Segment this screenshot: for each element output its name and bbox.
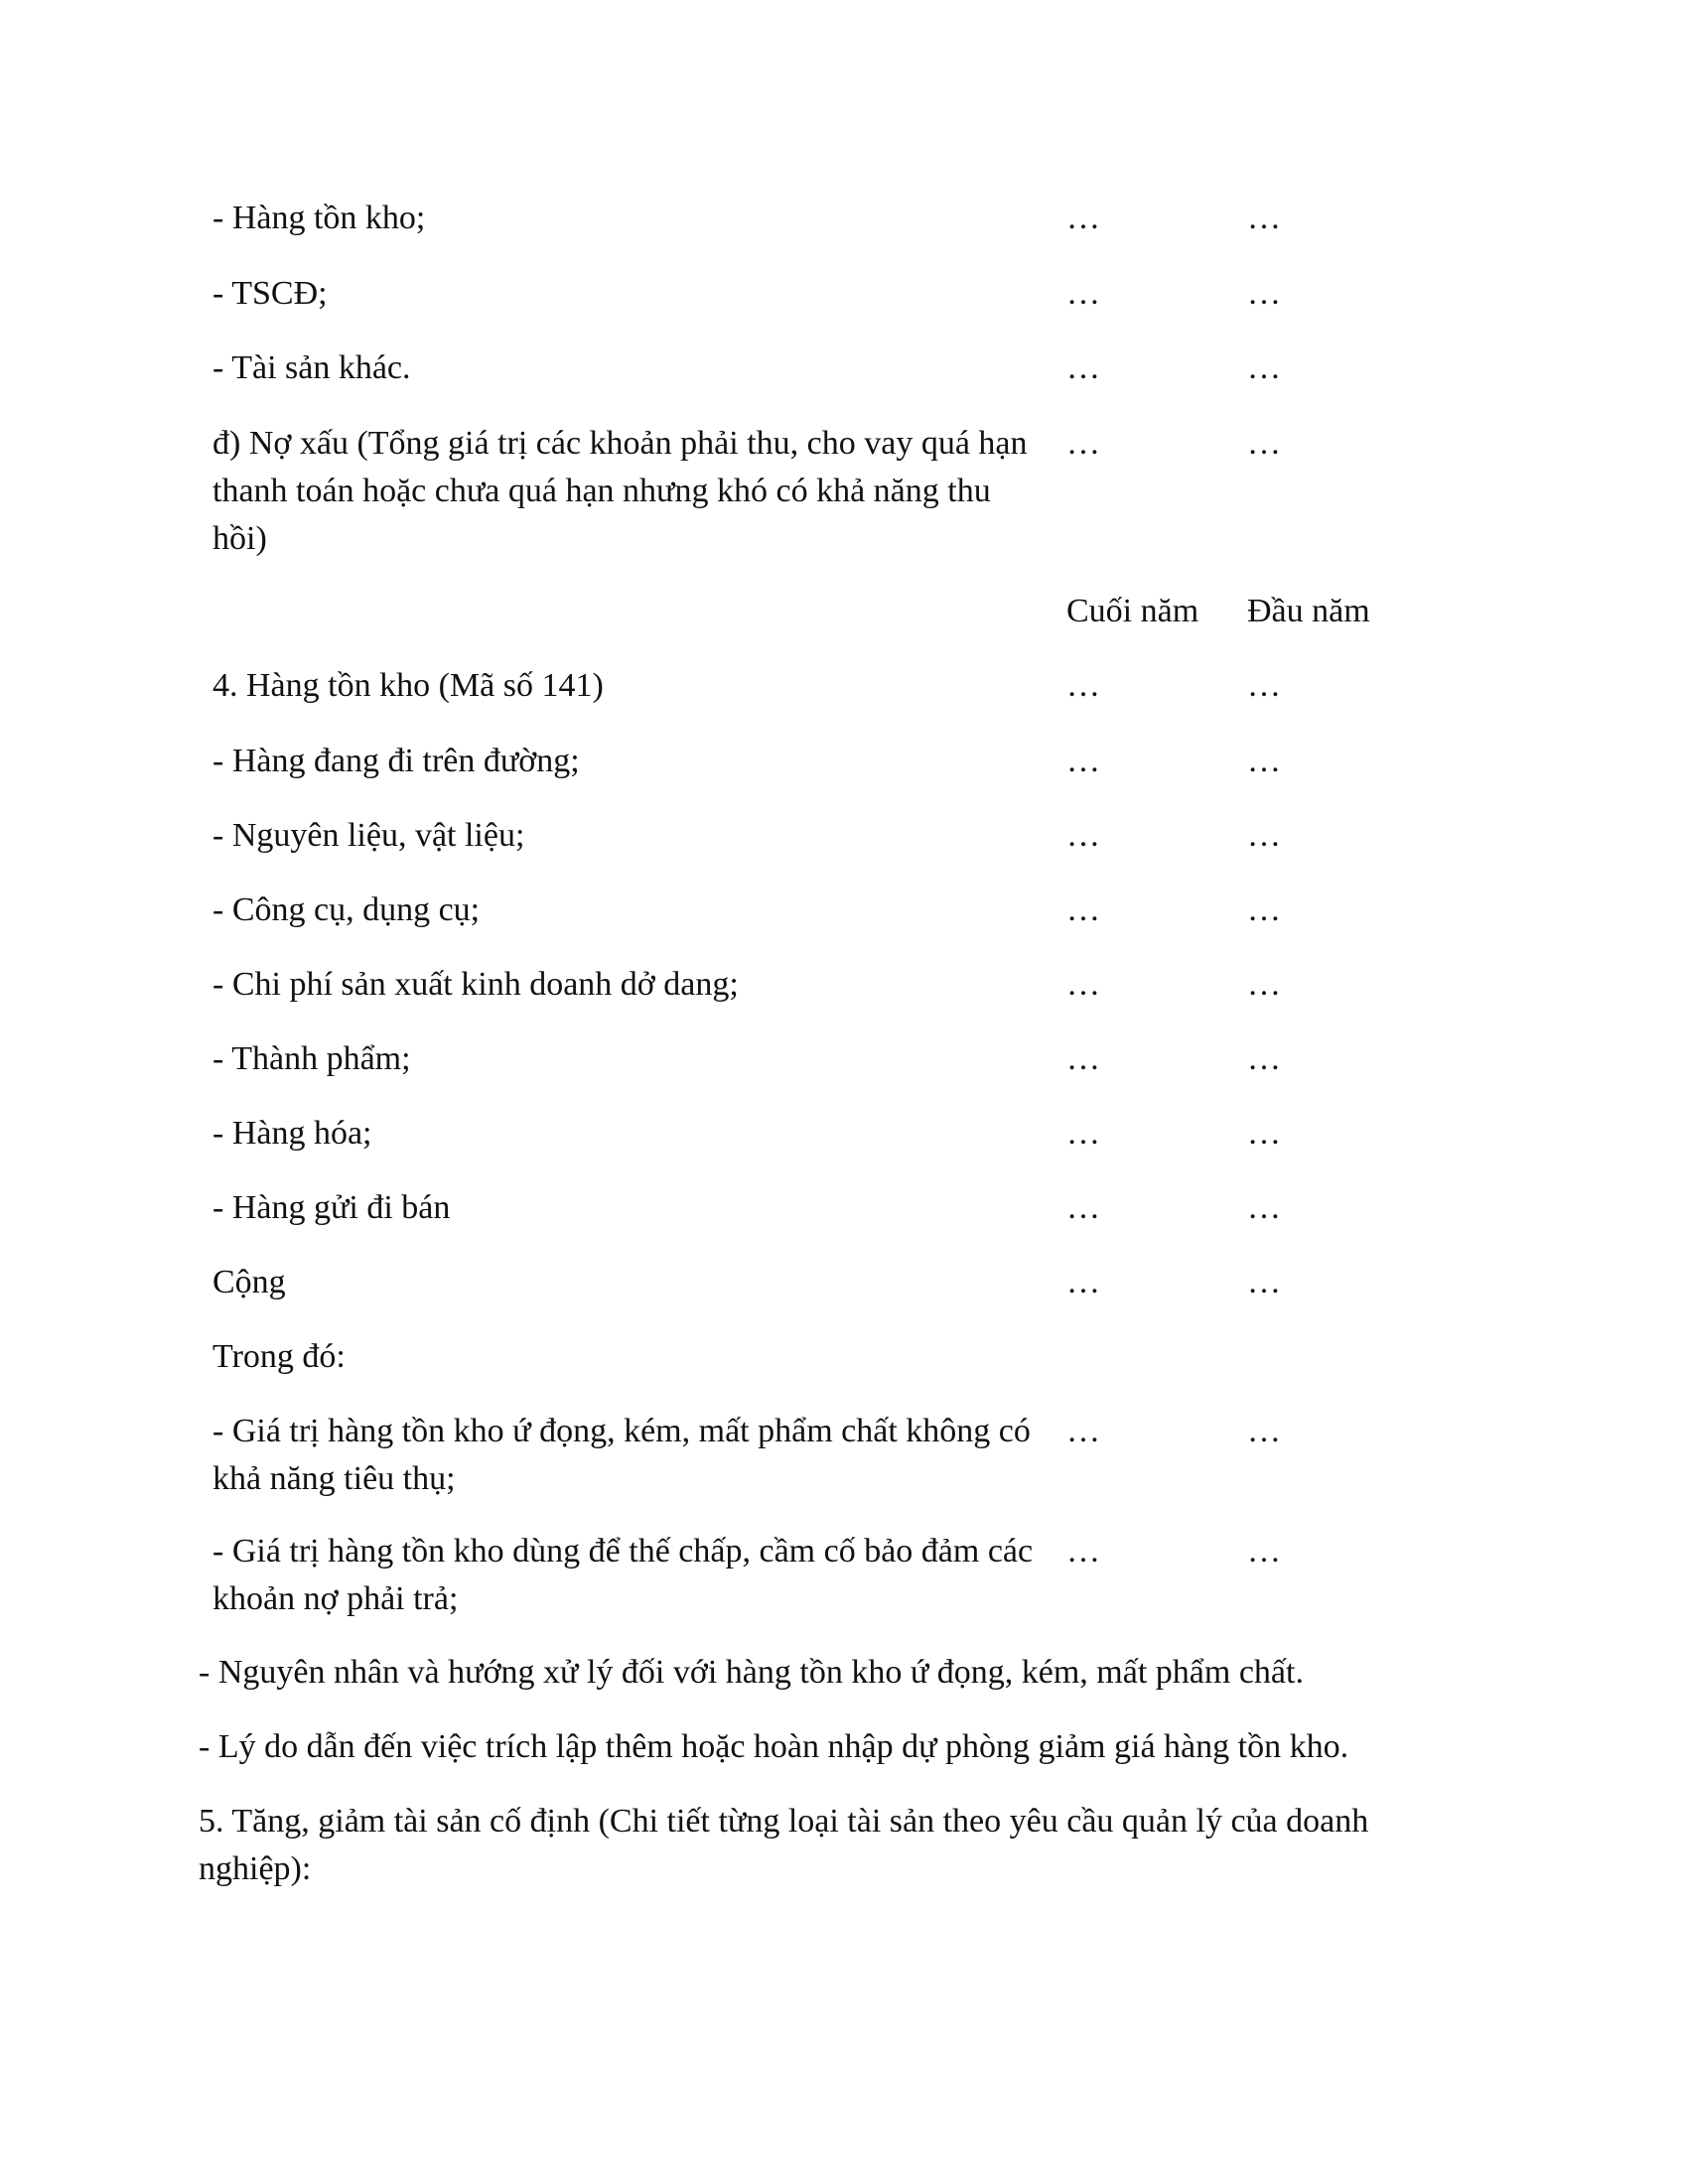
- note-text: - Lý do dẫn đến việc trích lập thêm hoặc hoàn nhập dự phòng giảm giá hàng tồn kho.: [199, 1728, 1349, 1765]
- end-of-year-value: …: [1066, 891, 1100, 928]
- end-of-year-value: …: [1066, 275, 1100, 312]
- row-label: - Công cụ, dụng cụ;: [212, 891, 481, 928]
- row-label: - Hàng hóa;: [212, 1115, 372, 1152]
- beginning-of-year-value: …: [1247, 1264, 1281, 1300]
- of-which-label: Trong đó:: [212, 1338, 346, 1375]
- beginning-of-year-value: …: [1247, 1533, 1281, 1570]
- row-label: - Hàng đang đi trên đường;: [212, 743, 580, 779]
- beginning-of-year-value: …: [1247, 1115, 1281, 1152]
- end-of-year-value: …: [1066, 743, 1100, 779]
- end-of-year-value: …: [1066, 349, 1100, 386]
- end-of-year-value: …: [1066, 667, 1100, 704]
- row-label: - Tài sản khác.: [212, 349, 411, 386]
- end-of-year-value: …: [1066, 1264, 1100, 1300]
- end-of-year-value: …: [1066, 1115, 1100, 1152]
- end-of-year-value: …: [1066, 200, 1100, 236]
- beginning-of-year-value: …: [1247, 200, 1281, 236]
- beginning-of-year-value: …: [1247, 349, 1281, 386]
- beginning-of-year-value: …: [1247, 966, 1281, 1003]
- section-heading: 5. Tăng, giảm tài sản cố định (Chi tiết từng loại tài sản theo yêu cầu quản lý của doanh nghiệp):: [199, 1803, 1369, 1887]
- row-label: - Thành phẩm;: [212, 1040, 411, 1077]
- beginning-of-year-value: …: [1247, 667, 1281, 704]
- end-of-year-value: …: [1066, 1040, 1100, 1077]
- column-header-beginning-of-year: Đầu năm: [1247, 593, 1370, 629]
- beginning-of-year-value: …: [1247, 1413, 1281, 1449]
- end-of-year-value: …: [1066, 1189, 1100, 1226]
- row-label: - Giá trị hàng tồn kho ứ đọng, kém, mất phẩm chất không có khả năng tiêu thụ;: [212, 1413, 1031, 1497]
- note-text: - Nguyên nhân và hướng xử lý đối với hàng tồn kho ứ đọng, kém, mất phẩm chất.: [199, 1654, 1304, 1691]
- end-of-year-value: …: [1066, 966, 1100, 1003]
- row-label: - Giá trị hàng tồn kho dùng để thế chấp, cầm cố bảo đảm các khoản nợ phải trả;: [212, 1533, 1034, 1617]
- total-label: Cộng: [212, 1264, 286, 1300]
- beginning-of-year-value: …: [1247, 275, 1281, 312]
- row-label: - Chi phí sản xuất kinh doanh dở dang;: [212, 966, 739, 1003]
- end-of-year-value: …: [1066, 817, 1100, 854]
- beginning-of-year-value: …: [1247, 817, 1281, 854]
- beginning-of-year-value: …: [1247, 743, 1281, 779]
- beginning-of-year-value: …: [1247, 891, 1281, 928]
- row-label: - Nguyên liệu, vật liệu;: [212, 817, 525, 854]
- row-label: đ) Nợ xấu (Tổng giá trị các khoản phải thu, cho vay quá hạn thanh toán hoặc chưa quá hạn nhưng khó có khả năng thu hồi): [212, 425, 1028, 557]
- beginning-of-year-value: …: [1247, 1189, 1281, 1226]
- column-header-end-of-year: Cuối năm: [1066, 593, 1199, 629]
- row-label: - Hàng gửi đi bán: [212, 1189, 451, 1226]
- end-of-year-value: …: [1066, 425, 1100, 462]
- beginning-of-year-value: …: [1247, 425, 1281, 462]
- beginning-of-year-value: …: [1247, 1040, 1281, 1077]
- row-label: - Hàng tồn kho;: [212, 200, 426, 236]
- end-of-year-value: …: [1066, 1533, 1100, 1570]
- end-of-year-value: …: [1066, 1413, 1100, 1449]
- row-label: - TSCĐ;: [212, 275, 328, 312]
- section-heading: 4. Hàng tồn kho (Mã số 141): [212, 667, 604, 704]
